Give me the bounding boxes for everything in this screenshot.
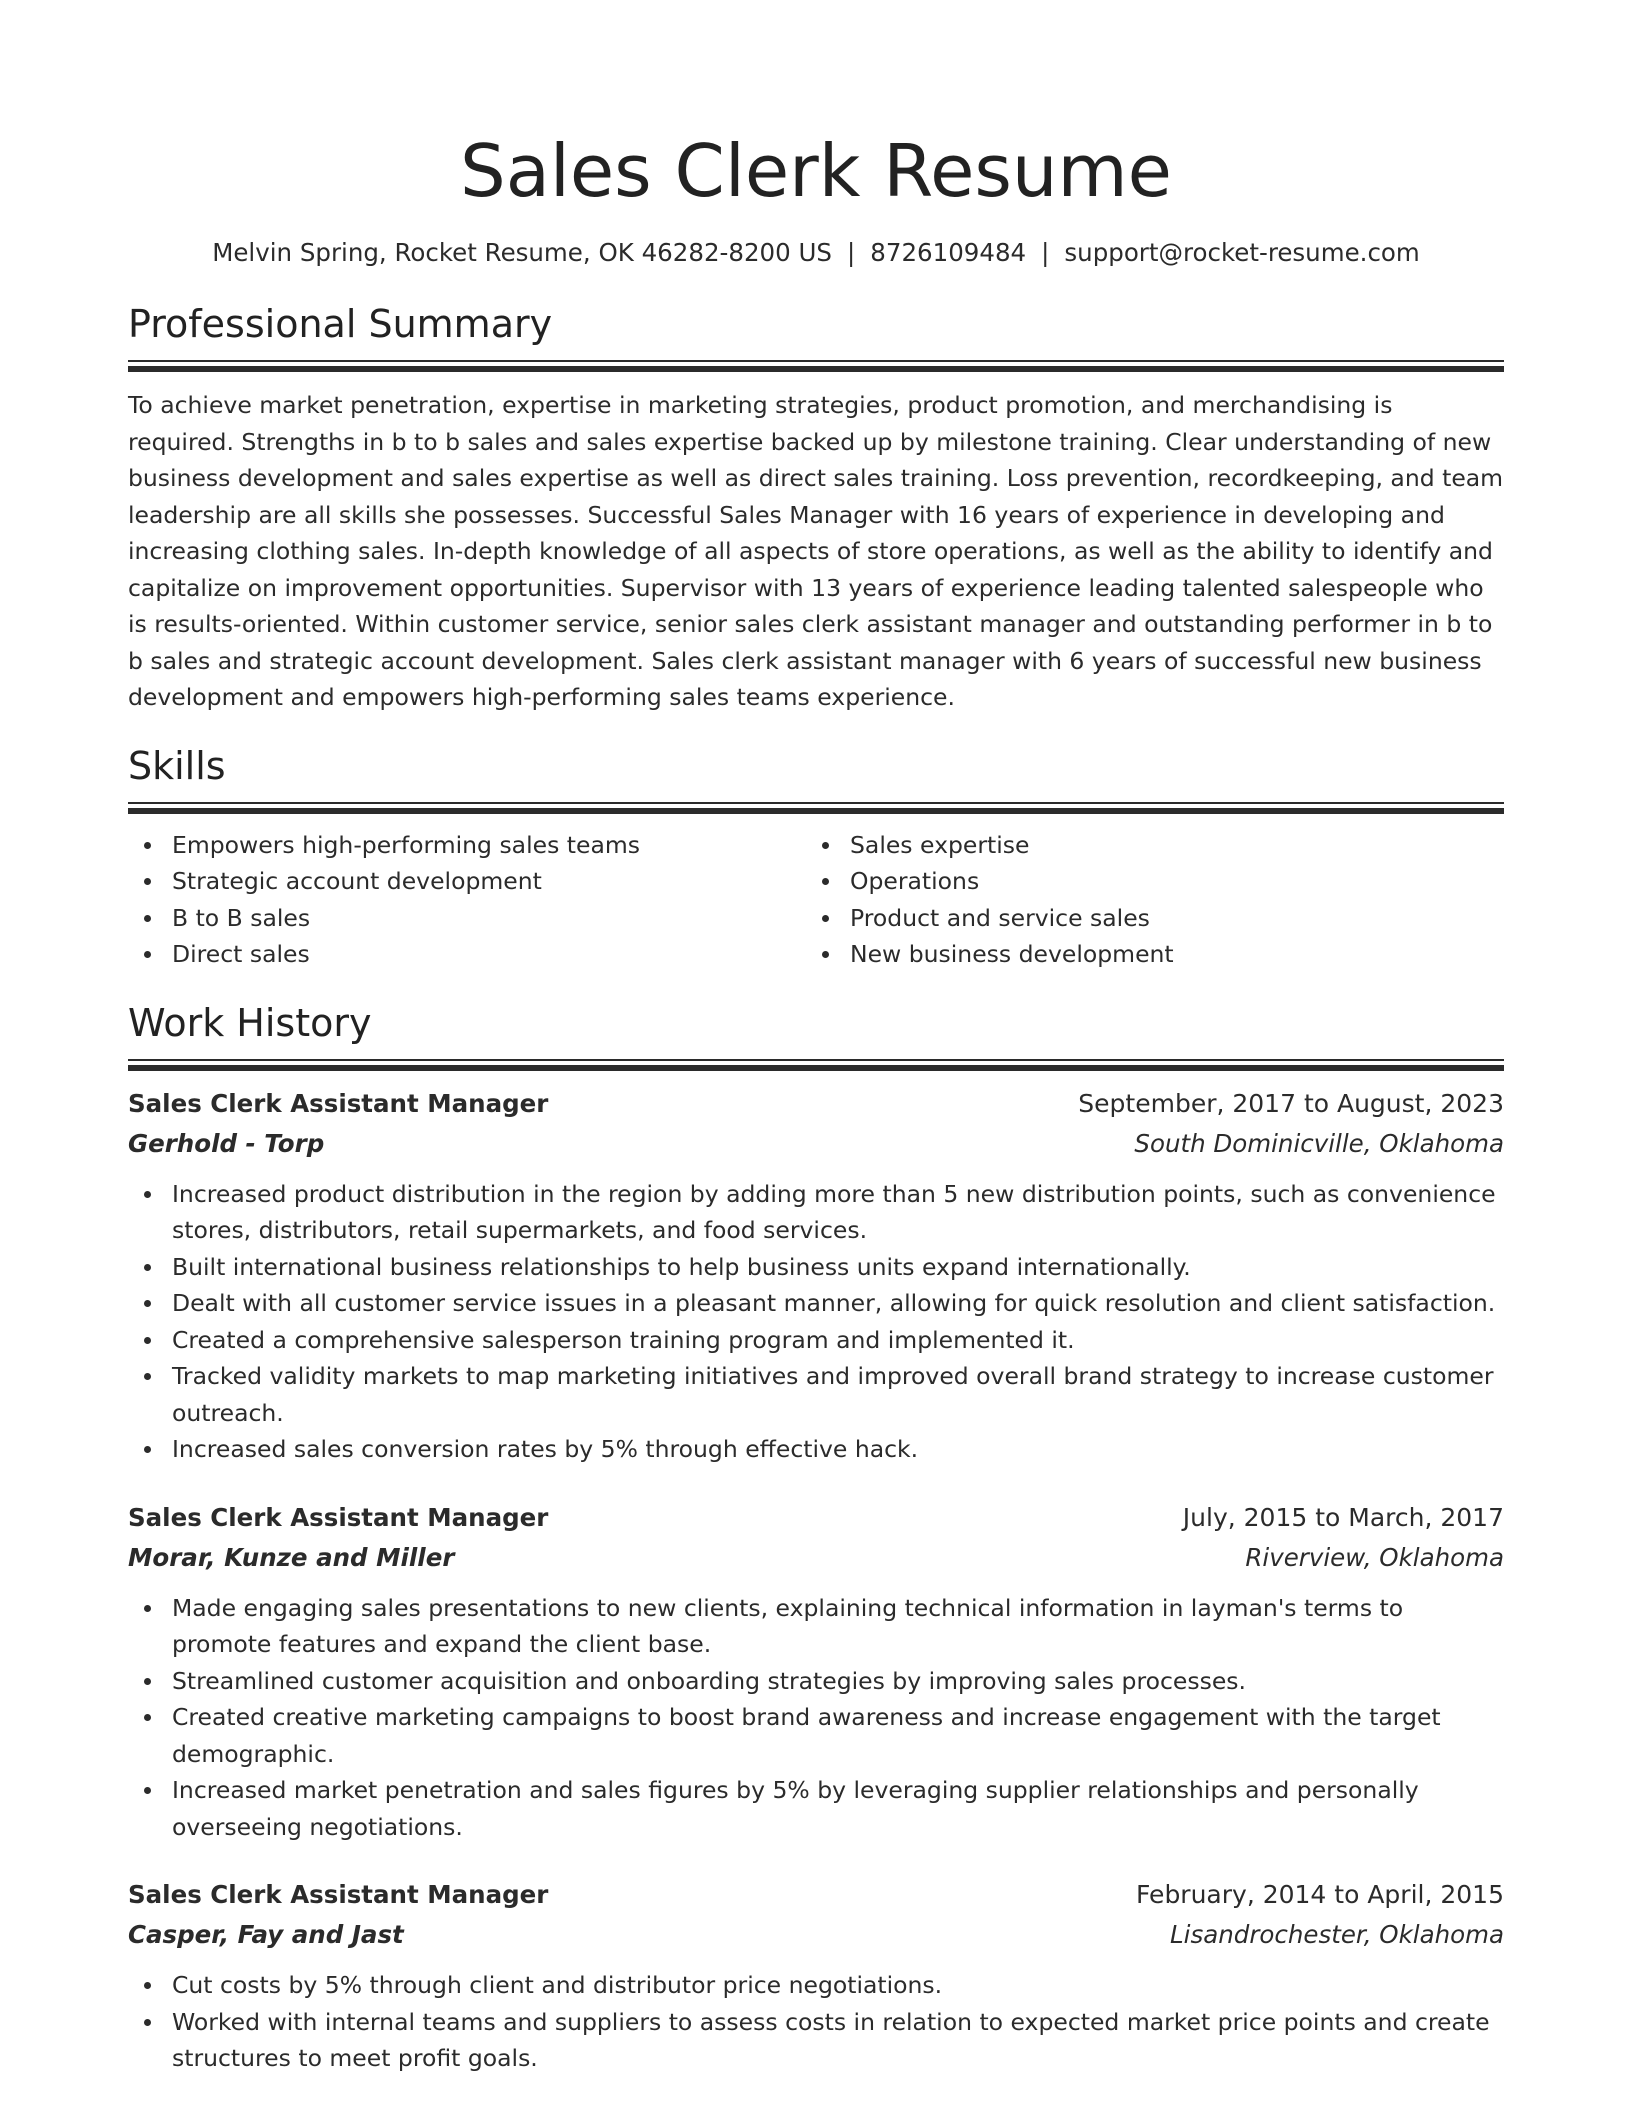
job-bullets	[128, 1967, 1504, 2077]
contact-line	[128, 236, 1504, 270]
resume-page	[128, 0, 1504, 2077]
section-divider	[128, 360, 1504, 371]
job-dates: February, 2014 to April, 2015	[1136, 1880, 1504, 1909]
contact-address: Melvin Spring, Rocket Resume, OK 46282-8200 US	[212, 238, 832, 267]
job-entry	[128, 1084, 1504, 1468]
resume-title: Sales Clerk Resume	[460, 129, 1172, 213]
work-heading: Work History	[128, 1000, 372, 1045]
job-entry	[128, 1875, 1504, 2077]
skills-list	[128, 827, 1504, 973]
job-bullet: Cut costs by 5% through client and distributor price negotiations.	[128, 1967, 1504, 2004]
contact-phone: 8726109484	[870, 238, 1027, 267]
job-location: Riverview, Oklahoma	[1245, 1542, 1504, 1572]
job-bullet: Made engaging sales presentations to new clients, explaining technical information in layman's terms to promote features and expand the client base.	[128, 1590, 1504, 1663]
job-location: Lisandrochester, Oklahoma	[1170, 1920, 1504, 1949]
job-bullet: Streamlined customer acquisition and onboarding strategies by improving sales processes.	[128, 1663, 1504, 1700]
job-bullet: Increased sales conversion rates by 5% through effective hack.	[128, 1431, 1504, 1468]
contact-separator: |	[847, 238, 856, 267]
skills-section	[128, 742, 1504, 973]
skill-item: New business development	[806, 936, 1484, 973]
company-name: Gerhold - Torp	[128, 1128, 325, 1158]
job-subheader	[128, 1538, 1504, 1578]
job-subheader	[128, 1124, 1504, 1164]
job-header	[128, 1875, 1504, 1915]
contact-separator: |	[1041, 238, 1050, 267]
job-bullet: Increased product distribution in the region by adding more than 5 new distribution points, such as convenience stores, distributors, retail supermarkets, and food services.	[128, 1176, 1504, 1249]
job-bullet: Created creative marketing campaigns to boost brand awareness and increase engagement with the target demographic.	[128, 1699, 1504, 1772]
job-header	[128, 1084, 1504, 1124]
company-name: Casper, Fay and Jast	[128, 1920, 404, 1949]
job-bullets	[128, 1590, 1504, 1846]
job-location: South Dominicville, Oklahoma	[1134, 1128, 1504, 1158]
section-divider	[128, 1059, 1504, 1070]
summary-text: To achieve market penetration, expertise in marketing strategies, product promotion, and merchandising is required. Strengths in b to b sales and sales expertise backed up by milestone training. Clear understanding of new business development and sales expertise as well as direct sales training. Loss prevention, recordkeeping, and team leadership are all skills she possesses. Successful Sales Manager with 16 years of experience in developing and increasing clothing sales. In-depth knowledge of all aspects of store operations, as well as the ability to identify and capitalize on improvement opportunities. Supervisor with 13 years of experience leading talented salespeople who is results-oriented. Within customer service, senior sales clerk assistant manager and outstanding performer in b to b sales and strategic account development. Sales clerk assistant manager with 6 years of successful new business development and empowers high-performing sales teams experience.	[128, 391, 1504, 711]
skill-item: Product and service sales	[806, 900, 1484, 937]
job-bullets	[128, 1176, 1504, 1468]
skills-column-right	[806, 827, 1484, 973]
job-entry	[128, 1498, 1504, 1846]
job-bullet: Created a comprehensive salesperson training program and implemented it.	[128, 1322, 1504, 1359]
skills-heading: Skills	[128, 743, 226, 788]
work-section	[128, 999, 1504, 2077]
skill-item: Direct sales	[128, 936, 806, 973]
skill-item: Sales expertise	[806, 827, 1484, 864]
job-bullet: Tracked validity markets to map marketing initiatives and improved overall brand strategy to increase customer outreach.	[128, 1358, 1504, 1431]
contact-email: support@rocket-resume.com	[1064, 238, 1420, 267]
job-header	[128, 1498, 1504, 1538]
skill-item: B to B sales	[128, 900, 806, 937]
company-name: Morar, Kunze and Miller	[128, 1542, 455, 1572]
summary-section	[128, 300, 1504, 716]
job-bullet: Dealt with all customer service issues in a pleasant manner, allowing for quick resolution and client satisfaction.	[128, 1285, 1504, 1322]
job-subheader	[128, 1915, 1504, 1955]
summary-heading: Professional Summary	[128, 302, 553, 346]
skill-item: Strategic account development	[128, 863, 806, 900]
job-title: Sales Clerk Assistant Manager	[128, 1502, 549, 1532]
job-dates: July, 2015 to March, 2017	[1182, 1502, 1504, 1532]
skills-column-left	[128, 827, 806, 973]
job-dates: September, 2017 to August, 2023	[1078, 1088, 1504, 1118]
job-title: Sales Clerk Assistant Manager	[128, 1088, 549, 1118]
skill-item: Operations	[806, 863, 1484, 900]
job-bullet: Built international business relationships to help business units expand internationally.	[128, 1249, 1504, 1286]
job-bullet: Increased market penetration and sales figures by 5% by leveraging supplier relationships and personally overseeing negotiations.	[128, 1772, 1504, 1845]
skill-item: Empowers high-performing sales teams	[128, 827, 806, 864]
section-divider	[128, 802, 1504, 813]
job-title: Sales Clerk Assistant Manager	[128, 1880, 549, 1909]
job-bullet: Worked with internal teams and suppliers to assess costs in relation to expected market price points and create structures to meet profit goals.	[128, 2004, 1504, 2077]
